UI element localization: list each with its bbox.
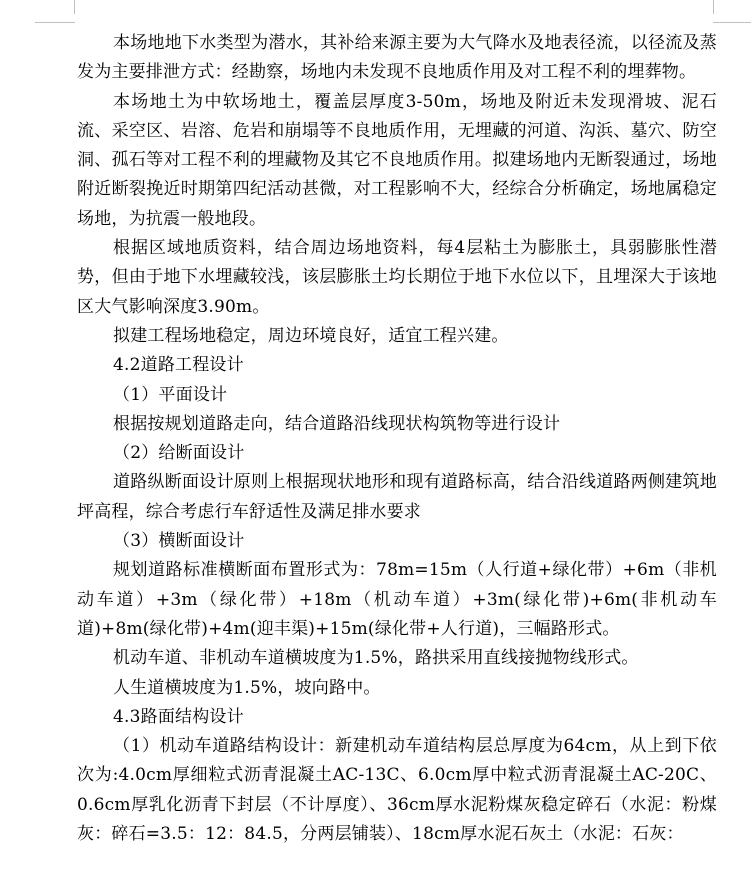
subheading-cross-section-design: （3）横断面设计 xyxy=(113,531,245,552)
crop-mark-top-right xyxy=(713,0,714,14)
section-heading-pavement-structure: 4.3路面结构设计 xyxy=(113,706,244,727)
crop-mark-top-left xyxy=(74,0,75,14)
document-body xyxy=(77,29,717,849)
paragraph-regional-geology: 根据区域地质资料，结合周边场地资料，每4层粘土为膨胀土，具弱膨胀性潜势，但由于地下水埋藏较浅，该层膨胀土均长期位于地下水位以下，且埋深大于该地区大气影响深度3.90m。 xyxy=(77,238,717,317)
paragraph-site-soil: 本场地土为中软场地土，覆盖层厚度3-50m，场地及附近未发现滑坡、泥石流、采空区、岩溶、危岩和崩塌等不良地质作用，无埋藏的河道、沟浜、墓穴、防空洞、孤石等对工程不利的埋藏物及其它不良地质作用。拟建场地内无断裂通过，场地附近断裂挽近时期第四纪活动甚微，对工程影响不大，经综合分析确定，场地属稳定场地，为抗震一般地段。 xyxy=(77,91,717,229)
section-heading-road-design: 4.2道路工程设计 xyxy=(113,355,244,376)
paragraph-motor-lane-structure: （1）机动车道路结构设计：新建机动车道结构层总厚度为64cm，从上到下依次为:4.0cm厚细粒式沥青混凝土AC-13C、6.0cm厚中粒式沥青混凝土AC-20C、0.6cm厚乳化沥青下封层（不计厚度）、36cm厚水泥粉煤灰稳定碎石（水泥：粉煤灰：碎石=3.5：12：84.5，分两层铺装）、18cm厚水泥石灰土（水泥：石灰： xyxy=(77,736,717,845)
paragraph-cross-slope-sidewalk: 人生道横坡度为1.5%，坡向路中。 xyxy=(113,677,381,698)
paragraph-cross-section-layout: 规划道路标准横断面布置形式为：78m=15m（人行道+绿化带）+6m（非机动车道）+3m（绿化带）+18m（机动车道）+3m(绿化带)+6m(非机动车道)+8m(绿化带)+4m(迎丰渠)+15m(绿化带+人行道)，三幅路形式。 xyxy=(77,560,717,639)
paragraph-plan-design: 根据按规划道路走向，结合道路沿线现状构筑物等进行设计 xyxy=(113,413,561,434)
paragraph-longitudinal-design: 道路纵断面设计原则上根据现状地形和现有道路标高，结合沿线道路两侧建筑地坪高程，综合考虑行车舒适性及满足排水要求 xyxy=(77,472,717,522)
crop-mark-right xyxy=(713,22,751,23)
paragraph-cross-slope-roadway: 机动车道、非机动车道横坡度为1.5%，路拱采用直线接抛物线形式。 xyxy=(113,648,639,669)
paragraph-groundwater: 本场地地下水类型为潜水，其补给来源主要为大气降水及地表径流，以径流及蒸发为主要排泄方式：经勘察，场地内未发现不良地质作用及对工程不利的埋葬物。 xyxy=(77,33,717,83)
subheading-longitudinal-design: （2）给断面设计 xyxy=(113,443,245,464)
subheading-plan-design: （1）平面设计 xyxy=(113,384,228,405)
paragraph-site-stability: 拟建工程场地稳定，周边环境良好，适宜工程兴建。 xyxy=(113,325,509,346)
crop-mark-left xyxy=(35,22,75,23)
